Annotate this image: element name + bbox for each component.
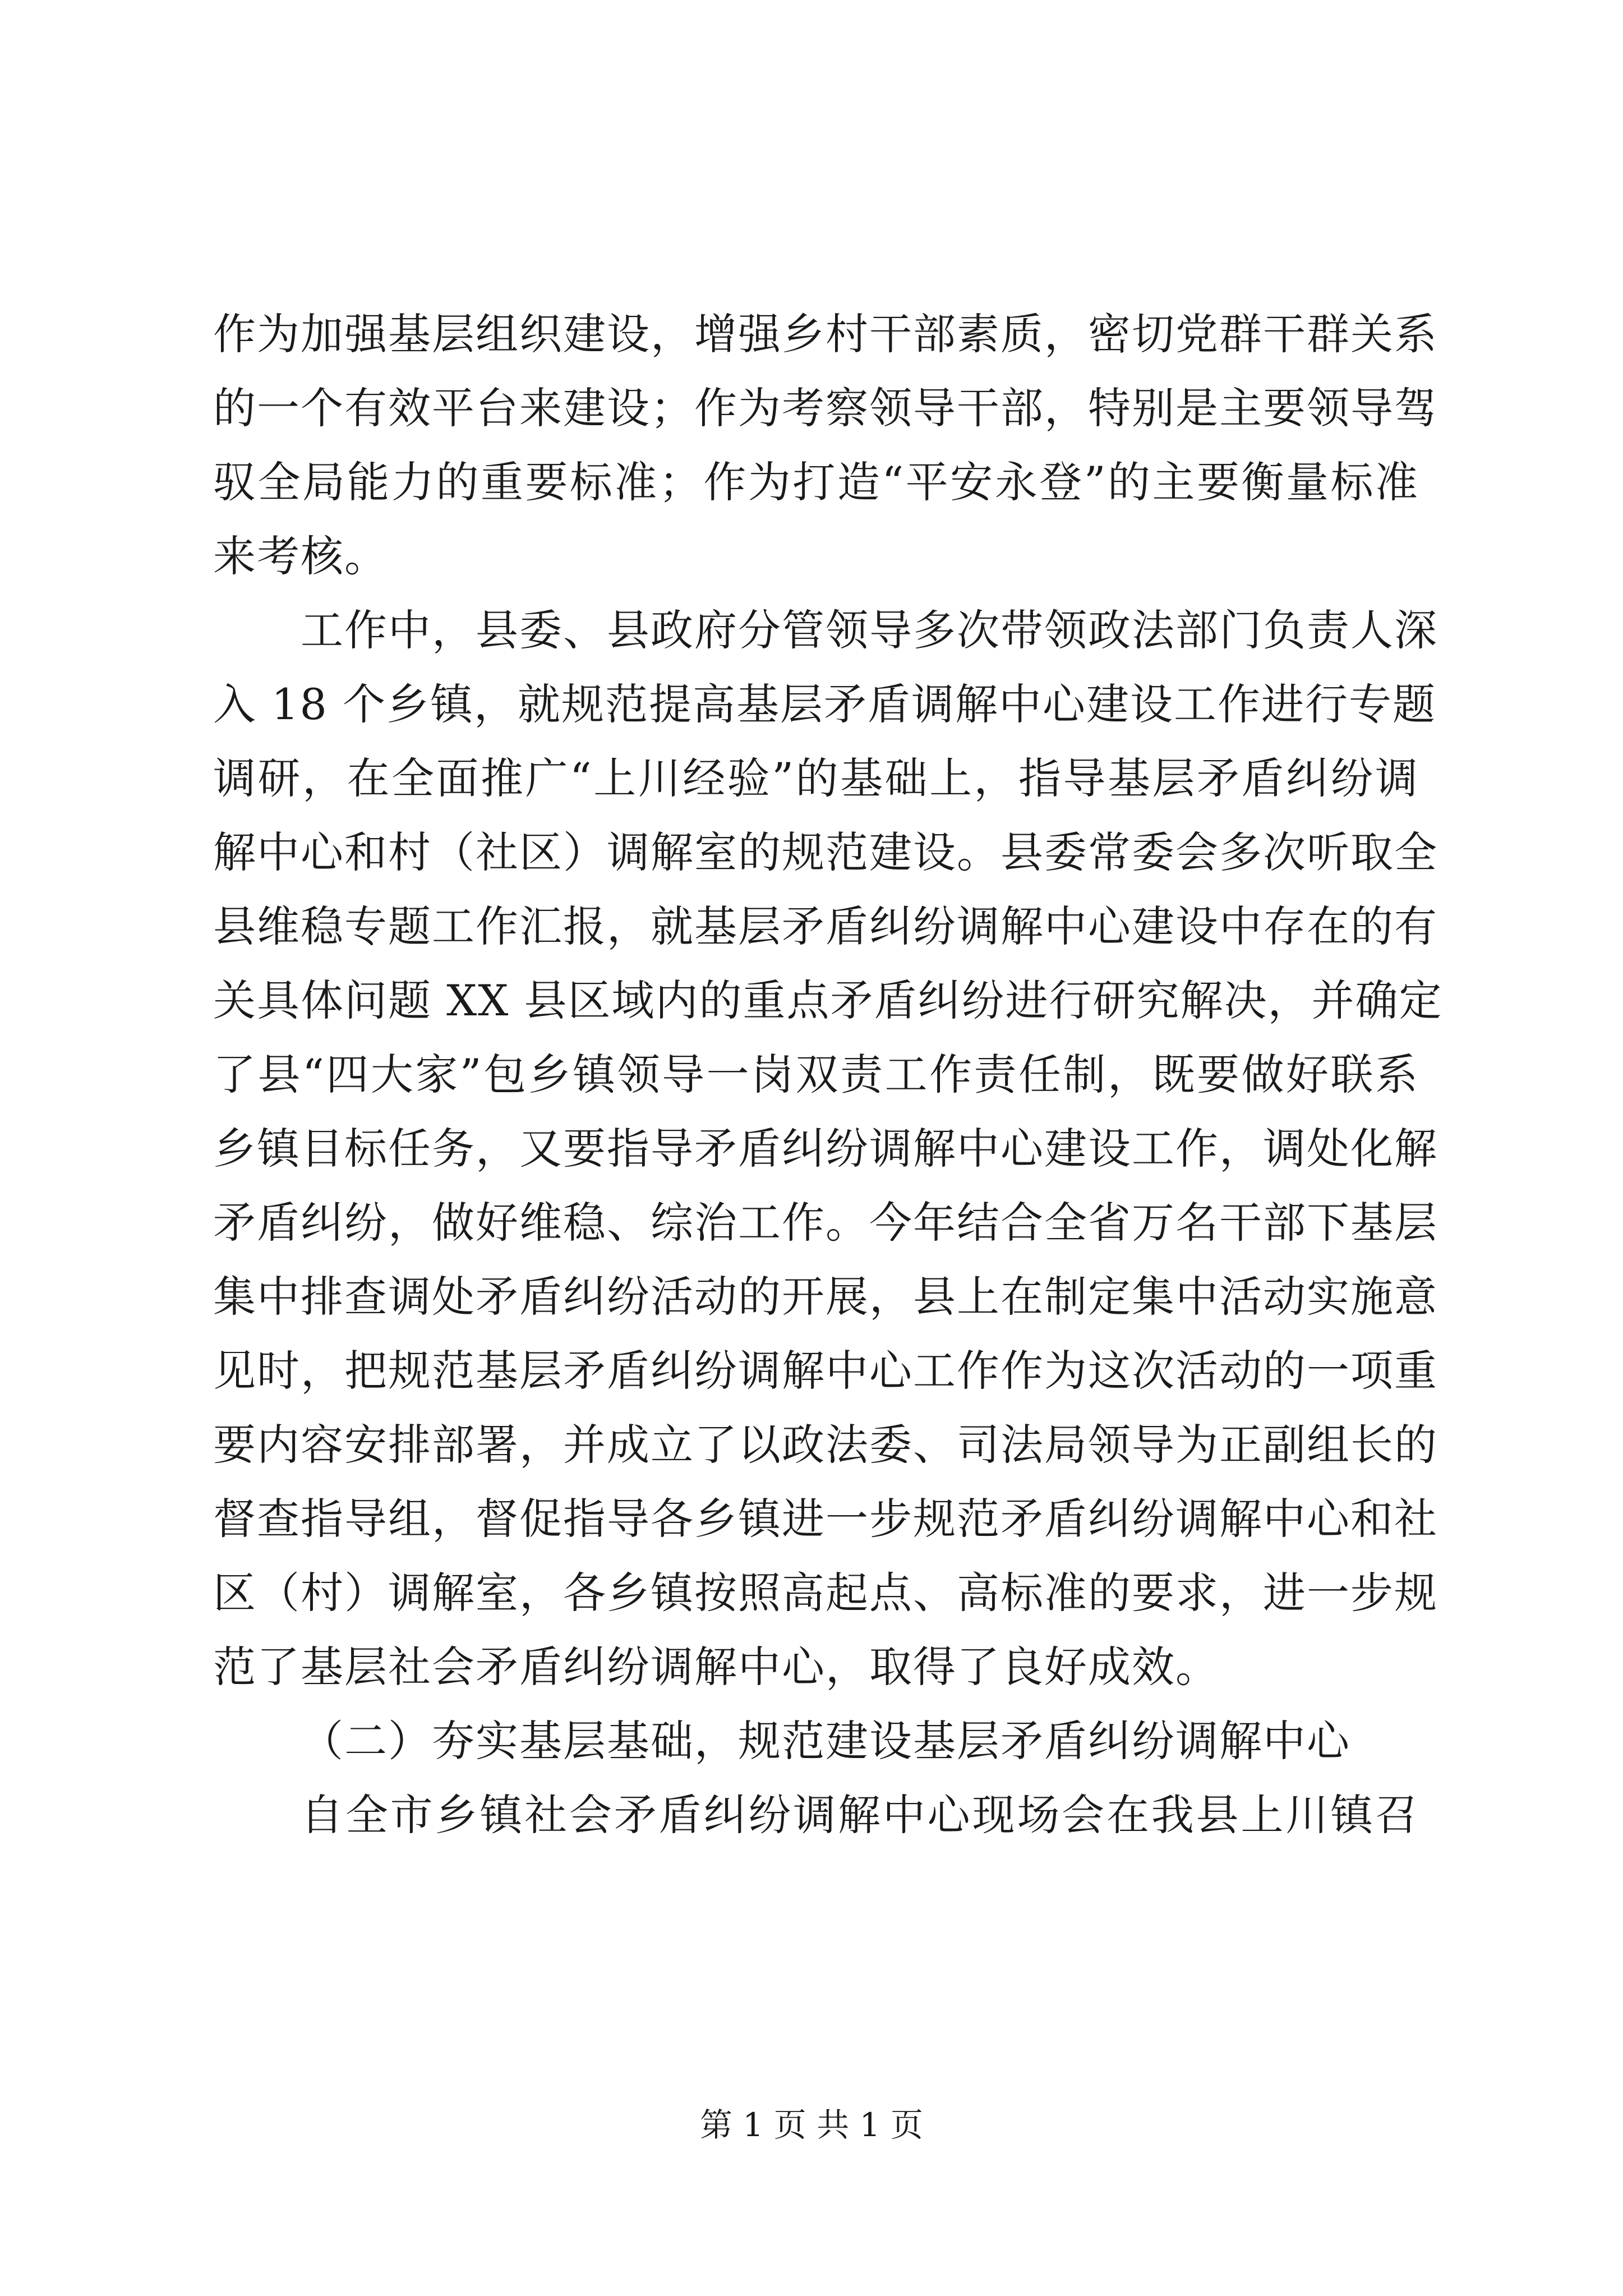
paragraph-1-line-1: 作为加强基层组织建设，增强乡村干部素质，密切党群干群关系 (213, 309, 1438, 359)
paragraph-2-line-10: 集中排查调处矛盾纠纷活动的开展，县上在制定集中活动实施意 (213, 1272, 1438, 1322)
paragraph-2-line-5: 县维稳专题工作汇报，就基层矛盾纠纷调解中心建设中存在的有 (213, 901, 1438, 951)
paragraph-1-line-2: 的一个有效平台来建设；作为考察领导干部，特别是主要领导驾 (213, 383, 1438, 433)
paragraph-2-line-1: 工作中，县委、县政府分管领导多次带领政法部门负责人深 (301, 605, 1438, 655)
paragraph-2-line-2: 入 18 个乡镇，就规范提高基层矛盾调解中心建设工作进行专题 (213, 679, 1437, 729)
paragraph-2-line-3: 调研，在全面推广“上川经验”的基础上，指导基层矛盾纠纷调 (213, 753, 1419, 803)
paragraph-2-line-9: 矛盾纠纷，做好维稳、综治工作。今年结合全省万名干部下基层 (213, 1198, 1438, 1248)
document-body (213, 297, 1443, 1852)
paragraph-2-line-11: 见时，把规范基层矛盾纠纷调解中心工作作为这次活动的一项重 (213, 1346, 1438, 1396)
page-footer: 第 1 页 共 1 页 (700, 2106, 923, 2144)
paragraph-2-line-13: 督查指导组，督促指导各乡镇进一步规范矛盾纠纷调解中心和社 (213, 1494, 1438, 1544)
paragraph-1-line-3: 驭全局能力的重要标准；作为打造“平安永登”的主要衡量标准 (213, 457, 1419, 507)
paragraph-2-line-7: 了县“四大家”包乡镇领导一岗双责工作责任制，既要做好联系 (213, 1050, 1419, 1099)
paragraph-2-line-6: 关具体问题 XX 县区域内的重点矛盾纠纷进行研究解决，并确定 (213, 976, 1443, 1025)
paragraph-2-line-14: 区（村）调解室，各乡镇按照高起点、高标准的要求，进一步规 (213, 1568, 1438, 1618)
paragraph-2-line-8: 乡镇目标任务，又要指导矛盾纠纷调解中心建设工作，调处化解 (213, 1124, 1438, 1174)
paragraph-2-line-12: 要内容安排部署，并成立了以政法委、司法局领导为正副组长的 (213, 1420, 1438, 1470)
paragraph-2-line-4: 解中心和村（社区）调解室的规范建设。县委常委会多次听取全 (213, 827, 1438, 877)
paragraph-2-line-15: 范了基层社会矛盾纠纷调解中心，取得了良好成效。 (213, 1642, 1219, 1692)
paragraph-3-line-1: 自全市乡镇社会矛盾纠纷调解中心现场会在我县上川镇召 (301, 1790, 1419, 1840)
section-heading: （二）夯实基层基础，规范建设基层矛盾纠纷调解中心 (301, 1716, 1350, 1766)
paragraph-1-line-4: 来考核。 (213, 531, 388, 581)
